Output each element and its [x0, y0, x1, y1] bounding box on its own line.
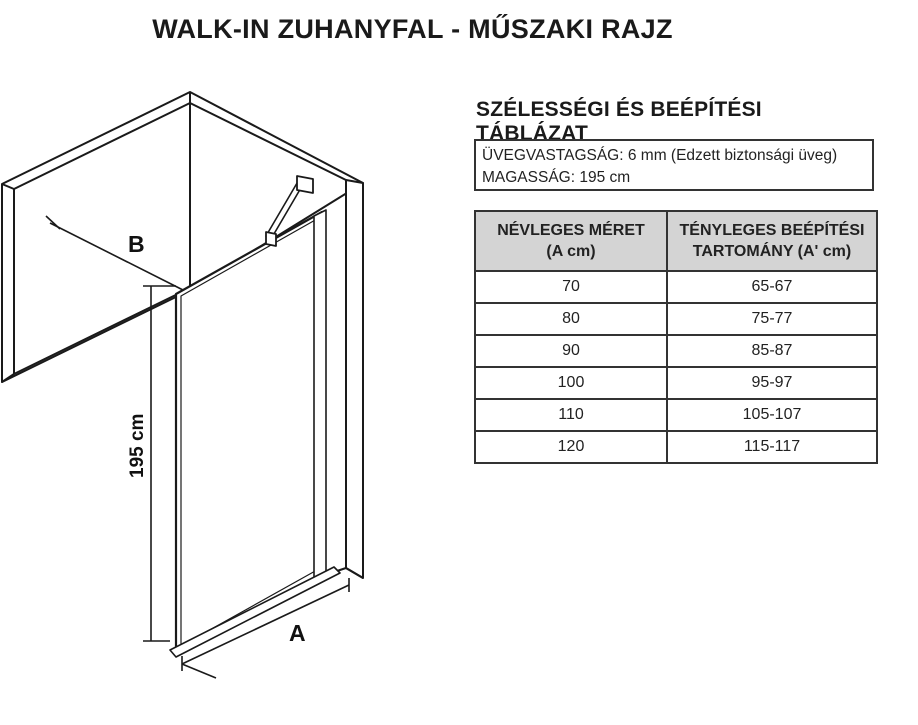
- installation-range-cell: 115-117: [667, 431, 877, 463]
- side-wall: [346, 180, 363, 578]
- installation-range-cell: 105-107: [667, 399, 877, 431]
- table-header-row: [475, 211, 877, 271]
- nominal-size-cell: 110: [475, 399, 667, 431]
- label-a: A: [289, 620, 306, 646]
- nominal-size-cell: 90: [475, 335, 667, 367]
- label-height: 195 cm: [127, 413, 148, 478]
- table-row: [475, 271, 877, 303]
- nominal-size-cell: 100: [475, 367, 667, 399]
- nominal-size-cell: 80: [475, 303, 667, 335]
- installation-range-cell: 65-67: [667, 271, 877, 303]
- glass-thickness-text: ÜVEGVASTAGSÁG: 6 mm (Edzett biztonsági üveg): [482, 147, 838, 164]
- height-text: MAGASSÁG: 195 cm: [482, 169, 631, 186]
- label-b: B: [128, 231, 145, 257]
- spec-box: [474, 139, 874, 191]
- header-nominal-size: NÉVLEGES MÉRET (A cm): [475, 211, 667, 271]
- nominal-size-cell: 120: [475, 431, 667, 463]
- table-row: [475, 367, 877, 399]
- installation-range-cell: 85-87: [667, 335, 877, 367]
- size-table: [474, 210, 878, 464]
- table-title: SZÉLESSÉGI ÉS BEÉPÍTÉSI TÁBLÁZAT: [476, 98, 762, 145]
- installation-range-cell: 95-97: [667, 367, 877, 399]
- table-row: [475, 335, 877, 367]
- nominal-size-cell: 70: [475, 271, 667, 303]
- table-row: [475, 399, 877, 431]
- installation-range-cell: 75-77: [667, 303, 877, 335]
- table-row: [475, 303, 877, 335]
- header-installation-range: TÉNYLEGES BEÉPÍTÉSI TARTOMÁNY (A' cm): [667, 211, 877, 271]
- table-row: [475, 431, 877, 463]
- page-title: WALK-IN ZUHANYFAL - MŰSZAKI RAJZ: [152, 14, 673, 44]
